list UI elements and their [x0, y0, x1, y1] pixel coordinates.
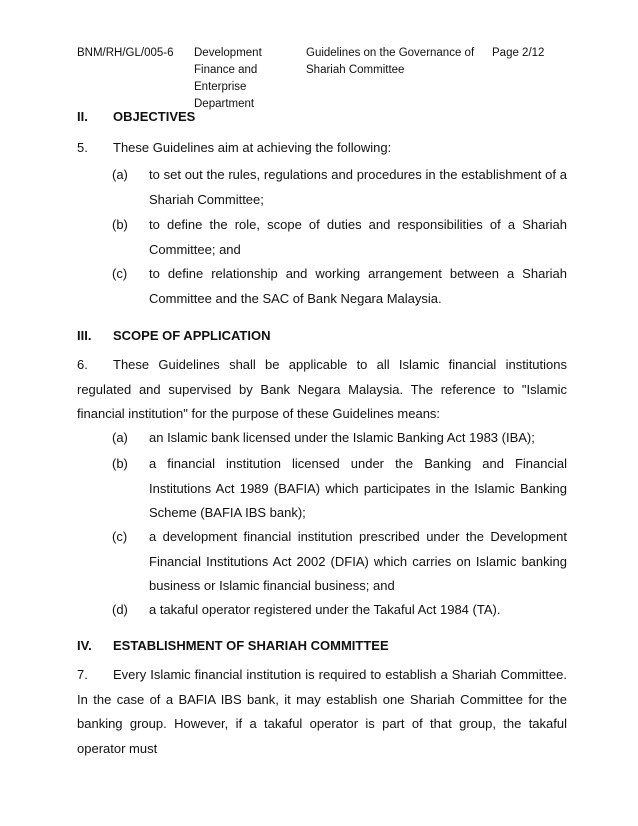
paragraph-text: These Guidelines aim at achieving the following:: [113, 140, 392, 155]
paragraph-number: 5.: [77, 140, 88, 155]
paragraph-number: 6.: [77, 357, 88, 372]
section-title: OBJECTIVES: [113, 109, 196, 124]
paragraph-6: [77, 353, 567, 427]
list-item-label: (a): [112, 167, 128, 182]
header-doc-title: Guidelines on the Governance of Shariah Committee: [306, 47, 475, 76]
paragraph-text: Every Islamic financial institution is required to establish a Shariah Committee. In the case of a BAFIA IBS bank, it may establish one Shariah Committee for the banking group. However, if a takaful operator is part of that group, the takaful operator must: [77, 667, 567, 756]
paragraph-number: 7.: [77, 667, 88, 682]
header-page-number: Page 2/12: [492, 47, 545, 59]
list-item-label: (c): [112, 266, 128, 281]
list-item-label: (a): [112, 430, 128, 445]
section-title: ESTABLISHMENT OF SHARIAH COMMITTEE: [113, 638, 389, 653]
paragraph-text: These Guidelines shall be applicable to all Islamic financial institutions regulated and supervised by Bank Negara Malaysia. The reference to "Islamic financial institution" for the purpose of these Guidelines means:: [77, 357, 567, 421]
header-department: Development Finance and Enterprise Department: [194, 47, 262, 110]
header-doc-code: BNM/RH/GL/005-6: [77, 47, 174, 59]
section-title: SCOPE OF APPLICATION: [113, 328, 271, 343]
paragraph-7: [77, 663, 567, 761]
list-item-text: to set out the rules, regulations and procedures in the establishment of a Shariah Committee;: [149, 167, 567, 207]
list-item-text: a takaful operator registered under the Takaful Act 1984 (TA).: [149, 602, 501, 617]
list-item-text: a financial institution licensed under the Banking and Financial Institutions Act 1989 (BAFIA) which participates in the Islamic Banking Scheme (BAFIA IBS bank);: [149, 456, 567, 520]
section-number: IV.: [77, 638, 92, 653]
list-item-text: an Islamic bank licensed under the Islamic Banking Act 1983 (IBA);: [149, 430, 535, 445]
list-item-label: (d): [112, 602, 128, 617]
section-number: III.: [77, 328, 92, 343]
list-item-label: (b): [112, 217, 128, 232]
list-item-text: a development financial institution prescribed under the Development Financial Institutions Act 2002 (DFIA) which carries on Islamic banking business or Islamic financial business; and: [149, 529, 567, 593]
list-item-label: (b): [112, 456, 128, 471]
paragraph-5: [77, 136, 567, 161]
list-item-text: to define relationship and working arrangement between a Shariah Committee and the SAC of Bank Negara Malaysia.: [149, 266, 567, 306]
section-number: II.: [77, 109, 88, 124]
list-item-label: (c): [112, 529, 128, 544]
list-item-text: to define the role, scope of duties and responsibilities of a Shariah Committee; and: [149, 217, 567, 257]
